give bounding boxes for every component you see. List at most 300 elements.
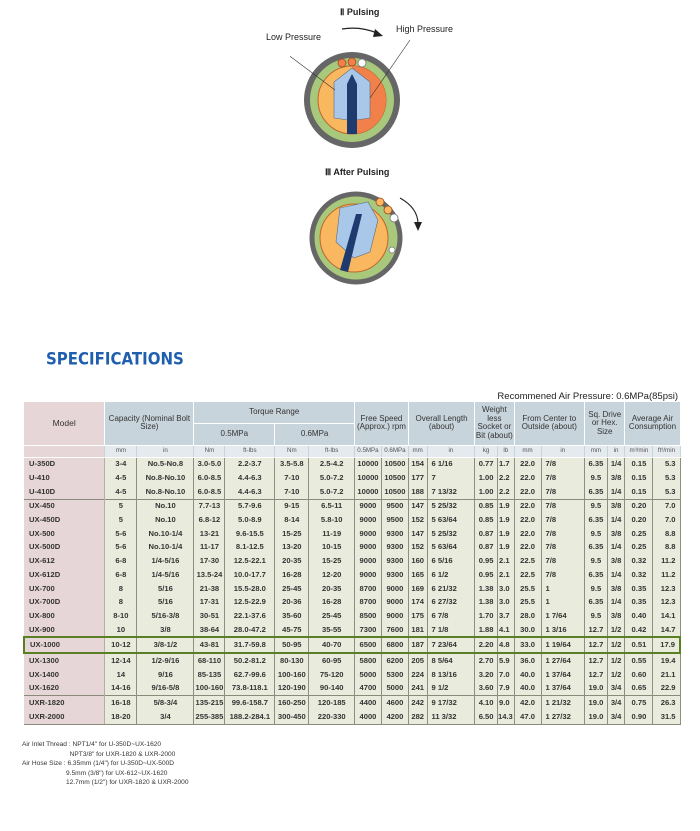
spec-cell: 3/8 xyxy=(607,609,625,623)
spec-cell: 5/16 xyxy=(137,595,194,609)
spec-cell: 12.3 xyxy=(653,582,680,596)
spec-cell: 188.2-284.1 xyxy=(225,710,275,724)
spec-cell: 21-38 xyxy=(194,582,225,596)
spec-cell: 1/4 xyxy=(607,568,625,582)
spec-cell: 30.0 xyxy=(514,623,541,638)
spec-cell: 1/2 xyxy=(607,653,625,668)
spec-cell: 9500 xyxy=(381,513,408,527)
spec-cell: 10500 xyxy=(381,471,408,485)
spec-cell: 9000 xyxy=(381,582,408,596)
spec-cell: 9000 xyxy=(355,541,382,555)
spec-cell: 11 3/32 xyxy=(427,710,475,724)
spec-cell: 5 xyxy=(105,499,137,513)
spec-cell: 10 xyxy=(105,623,137,638)
spec-cell: 14 xyxy=(105,668,137,682)
model-cell: UX-1000 xyxy=(24,637,105,653)
spec-cell: 8.1-12.5 xyxy=(225,541,275,555)
table-row xyxy=(24,513,680,527)
spec-cell: 9500 xyxy=(381,499,408,513)
spec-cell: 5-6 xyxy=(105,527,137,541)
spec-cell: 26.3 xyxy=(653,696,680,710)
spec-cell: 4.8 xyxy=(497,637,514,653)
spec-cell: 1/4 xyxy=(607,541,625,555)
spec-cell: 22.9 xyxy=(653,682,680,696)
spec-cell: 9000 xyxy=(355,568,382,582)
spec-cell: 5/8-3/4 xyxy=(137,696,194,710)
spec-cell: 1.38 xyxy=(475,582,498,596)
header-torque-06mpa: 0.6MPa xyxy=(275,423,355,445)
spec-cell: 3.5-5.8 xyxy=(275,457,309,471)
spec-cell: 7.0 xyxy=(497,668,514,682)
spec-cell: 6.0-8.5 xyxy=(194,471,225,485)
spec-cell: 28.0 xyxy=(514,609,541,623)
spec-cell: 0.65 xyxy=(625,682,653,696)
footnote-line: 12.7mm (1/2") for UXR-1820 & UXR-2000 xyxy=(22,779,189,787)
table-row xyxy=(24,485,680,499)
spec-cell: 6800 xyxy=(381,637,408,653)
spec-cell: No.10 xyxy=(137,499,194,513)
spec-cell: 40.0 xyxy=(514,682,541,696)
pulsing-title: Ⅱ Pulsing xyxy=(340,7,380,17)
spec-cell: 12.5-22.1 xyxy=(225,554,275,568)
spec-cell: 1.88 xyxy=(475,623,498,638)
spec-cell: 13-20 xyxy=(275,541,309,555)
spec-cell: 6.35 xyxy=(585,485,608,499)
spec-cell: 9/16-5/8 xyxy=(137,682,194,696)
spec-cell: 147 xyxy=(408,499,427,513)
spec-cell: 4400 xyxy=(355,696,382,710)
spec-cell: 10.0-17.7 xyxy=(225,568,275,582)
spec-cell: 1 37/64 xyxy=(541,682,585,696)
spec-cell: 175 xyxy=(408,609,427,623)
model-cell: UX-800 xyxy=(24,609,105,623)
header-model: Model xyxy=(24,402,105,445)
spec-cell: 22.0 xyxy=(514,541,541,555)
spec-cell: 6.35 xyxy=(585,513,608,527)
header-air-consumption: Average Air Consumption xyxy=(625,402,680,445)
spec-cell: 6.35 xyxy=(585,541,608,555)
spec-cell: 30-51 xyxy=(194,609,225,623)
table-row xyxy=(24,457,680,471)
spec-cell: 12-20 xyxy=(309,568,355,582)
spec-cell: 1.9 xyxy=(497,499,514,513)
spec-cell: 9300 xyxy=(381,541,408,555)
spec-cell: 19.0 xyxy=(585,710,608,724)
spec-cell: 19.4 xyxy=(653,653,680,668)
spec-cell: No.5-No.8 xyxy=(137,457,194,471)
spec-cell: 12.5-22.9 xyxy=(225,595,275,609)
spec-cell: No.10 xyxy=(137,513,194,527)
model-cell: UX-500D xyxy=(24,541,105,555)
spec-cell: 205 xyxy=(408,653,427,668)
table-row xyxy=(24,609,680,623)
spec-cell: 75-120 xyxy=(309,668,355,682)
spec-cell: 6500 xyxy=(355,637,382,653)
spec-cell: 1 7/64 xyxy=(541,609,585,623)
spec-cell: 2.5-4.2 xyxy=(309,457,355,471)
spec-cell: 3/4 xyxy=(607,710,625,724)
spec-cell: 3/8-1/2 xyxy=(137,637,194,653)
spec-cell: 5000 xyxy=(381,682,408,696)
spec-cell: 14.7 xyxy=(653,623,680,638)
specifications-heading: SPECIFICATIONS xyxy=(46,348,184,370)
spec-cell: 6-8 xyxy=(105,568,137,582)
spec-cell: 169 xyxy=(408,582,427,596)
spec-cell: 0.20 xyxy=(625,513,653,527)
spec-cell: 22.0 xyxy=(514,513,541,527)
spec-cell: 5.3 xyxy=(653,457,680,471)
spec-cell: 9.5 xyxy=(585,499,608,513)
after-pulsing-mechanism-illustration xyxy=(300,180,430,290)
model-cell: UX-500 xyxy=(24,527,105,541)
spec-cell: 11.2 xyxy=(653,554,680,568)
spec-cell: 21.1 xyxy=(653,668,680,682)
spec-cell: 0.15 xyxy=(625,471,653,485)
spec-cell: 22.0 xyxy=(514,457,541,471)
spec-cell: 1.9 xyxy=(497,541,514,555)
header-free-speed: Free Speed (Approx.) rpm xyxy=(355,402,409,445)
model-cell: UX-900 xyxy=(24,623,105,638)
spec-cell: 5 xyxy=(105,513,137,527)
spec-cell: 1/2 xyxy=(607,623,625,638)
spec-cell: 50.2-81.2 xyxy=(225,653,275,668)
footnote-line: Air Inlet Thread : NPT1/4" for U-350D~UX-1620 xyxy=(22,741,162,748)
table-row xyxy=(24,527,680,541)
unit-cell: in xyxy=(137,445,194,457)
spec-cell: 0.42 xyxy=(625,623,653,638)
spec-cell: 2.2-3.7 xyxy=(225,457,275,471)
table-row xyxy=(24,568,680,582)
spec-cell: 152 xyxy=(408,541,427,555)
spec-cell: 3.0-5.0 xyxy=(194,457,225,471)
model-cell: UX-612D xyxy=(24,568,105,582)
model-cell: UX-1620 xyxy=(24,682,105,696)
spec-cell: 6.0-8.5 xyxy=(194,485,225,499)
header-weight: Weight less Socket or Bit (about) xyxy=(475,402,514,445)
spec-cell: 165 xyxy=(408,568,427,582)
spec-cell: 9000 xyxy=(355,513,382,527)
spec-cell: 15-25 xyxy=(275,527,309,541)
spec-cell: 188 xyxy=(408,485,427,499)
spec-cell: 22.0 xyxy=(514,471,541,485)
spec-cell: 10-12 xyxy=(105,637,137,653)
spec-cell: 2.2 xyxy=(497,485,514,499)
spec-cell: 16-28 xyxy=(275,568,309,582)
spec-cell: 8 5/64 xyxy=(427,653,475,668)
spec-cell: 9.0 xyxy=(497,696,514,710)
header-torque-05mpa: 0.5MPa xyxy=(194,423,275,445)
spec-cell: 100-160 xyxy=(275,668,309,682)
table-row xyxy=(24,653,680,668)
spec-cell: 7 13/32 xyxy=(427,485,475,499)
spec-cell: 9 1/2 xyxy=(427,682,475,696)
spec-cell: 7.9 xyxy=(497,682,514,696)
spec-cell: 60-95 xyxy=(309,653,355,668)
footnotes xyxy=(22,740,189,788)
spec-cell: 9000 xyxy=(355,499,382,513)
spec-cell: 8 13/16 xyxy=(427,668,475,682)
model-cell: UX-450 xyxy=(24,499,105,513)
spec-cell: 12.7 xyxy=(585,623,608,638)
spec-cell: 38-64 xyxy=(194,623,225,638)
specifications-body xyxy=(24,457,680,724)
spec-cell: 8700 xyxy=(355,582,382,596)
spec-cell: 160-250 xyxy=(275,696,309,710)
header-capacity: Capacity (Nominal Bolt Size) xyxy=(105,402,194,445)
spec-cell: 25-45 xyxy=(309,609,355,623)
spec-cell: 15.5-28.0 xyxy=(225,582,275,596)
spec-cell: 8-10 xyxy=(105,609,137,623)
spec-cell: 90-140 xyxy=(309,682,355,696)
spec-cell: 5/16-3/8 xyxy=(137,609,194,623)
spec-cell: 160 xyxy=(408,554,427,568)
spec-cell: 5.0-7.2 xyxy=(309,485,355,499)
spec-cell: 45-75 xyxy=(275,623,309,638)
spec-cell: 62.7-99.6 xyxy=(225,668,275,682)
unit-cell: m³/min xyxy=(625,445,653,457)
unit-cell: in xyxy=(427,445,475,457)
spec-cell: 5.8-10 xyxy=(309,513,355,527)
spec-cell: 4600 xyxy=(381,696,408,710)
spec-cell: 1 xyxy=(541,582,585,596)
spec-cell: 3/4 xyxy=(137,710,194,724)
spec-cell: 7/8 xyxy=(541,554,585,568)
spec-cell: 7.0 xyxy=(653,513,680,527)
spec-cell: 3.7 xyxy=(497,609,514,623)
spec-cell: 0.40 xyxy=(625,609,653,623)
spec-cell: 1/4 xyxy=(607,457,625,471)
spec-cell: 8700 xyxy=(355,595,382,609)
spec-cell: 3.60 xyxy=(475,682,498,696)
spec-cell: 3/8 xyxy=(607,499,625,513)
model-cell: UX-700 xyxy=(24,582,105,596)
spec-cell: 0.87 xyxy=(475,527,498,541)
spec-cell: 28.0-47.2 xyxy=(225,623,275,638)
table-row xyxy=(24,554,680,568)
spec-cell: 7/8 xyxy=(541,485,585,499)
spec-cell: 10000 xyxy=(355,471,382,485)
spec-cell: 10500 xyxy=(381,457,408,471)
spec-cell: 6.35 xyxy=(585,568,608,582)
spec-cell: 6 7/8 xyxy=(427,609,475,623)
spec-cell: 0.15 xyxy=(625,485,653,499)
spec-cell: 20-35 xyxy=(309,582,355,596)
spec-cell: 9300 xyxy=(381,554,408,568)
table-row xyxy=(24,682,680,696)
after-pulsing-title: Ⅲ After Pulsing xyxy=(325,167,390,177)
rotation-arrow-icon xyxy=(342,28,377,33)
footnote-line: NPT3/8" for UXR-1820 & UXR-2000 xyxy=(22,750,176,758)
spec-cell: 5.0-8.9 xyxy=(225,513,275,527)
spec-cell: 1.00 xyxy=(475,485,498,499)
table-row xyxy=(24,710,680,724)
model-cell: UX-450D xyxy=(24,513,105,527)
spec-cell: 1 27/64 xyxy=(541,653,585,668)
spec-cell: 7-10 xyxy=(275,485,309,499)
model-cell: UX-612 xyxy=(24,554,105,568)
unit-cell: in xyxy=(541,445,585,457)
spec-cell: 6.8-12 xyxy=(194,513,225,527)
spec-cell: 177 xyxy=(408,471,427,485)
spec-cell: 2.1 xyxy=(497,554,514,568)
spec-cell: 13-21 xyxy=(194,527,225,541)
spec-cell: 9 17/32 xyxy=(427,696,475,710)
spec-cell: 5 25/32 xyxy=(427,527,475,541)
spec-cell: 6.35 xyxy=(585,595,608,609)
spec-cell: 181 xyxy=(408,623,427,638)
spec-cell: 10-15 xyxy=(309,541,355,555)
header-overall-length: Overall Length (about) xyxy=(408,402,474,445)
spec-cell: 11.2 xyxy=(653,568,680,582)
spec-cell: 7300 xyxy=(355,623,382,638)
spec-cell: 0.32 xyxy=(625,554,653,568)
unit-cell: mm xyxy=(105,445,137,457)
spec-cell: 7/8 xyxy=(541,499,585,513)
spec-cell: 35-60 xyxy=(275,609,309,623)
table-row xyxy=(24,637,680,653)
spec-cell: 22.1-37.6 xyxy=(225,609,275,623)
spec-cell: 40.0 xyxy=(514,668,541,682)
table-row xyxy=(24,668,680,682)
spec-cell: 0.15 xyxy=(625,457,653,471)
spec-cell: 33.0 xyxy=(514,637,541,653)
table-row xyxy=(24,696,680,710)
spec-cell: 120-185 xyxy=(309,696,355,710)
table-row xyxy=(24,623,680,638)
table-row xyxy=(24,595,680,609)
spec-cell: 10500 xyxy=(381,485,408,499)
spec-cell: 36.0 xyxy=(514,653,541,668)
spec-cell: 9/16 xyxy=(137,668,194,682)
spec-cell: 255-385 xyxy=(194,710,225,724)
spec-cell: 0.90 xyxy=(625,710,653,724)
spec-cell: 17.9 xyxy=(653,637,680,653)
spec-cell: 4200 xyxy=(381,710,408,724)
spec-cell: 1 3/16 xyxy=(541,623,585,638)
spec-cell: 25.5 xyxy=(514,595,541,609)
spec-cell: 5 63/64 xyxy=(427,513,475,527)
spec-cell: 10000 xyxy=(355,485,382,499)
spec-cell: 1/2 xyxy=(607,668,625,682)
header-center-outside: From Center to Outside (about) xyxy=(514,402,584,445)
spec-cell: 3.0 xyxy=(497,582,514,596)
spec-cell: 0.85 xyxy=(475,513,498,527)
spec-cell: 25-45 xyxy=(275,582,309,596)
recommended-pressure-note: Recommened Air Pressure: 0.6MPa(85psi) xyxy=(497,391,678,402)
spec-cell: 0.85 xyxy=(475,499,498,513)
spec-cell: 147 xyxy=(408,527,427,541)
spec-cell: 22.5 xyxy=(514,568,541,582)
spec-cell: 8.8 xyxy=(653,541,680,555)
spec-cell: 3/4 xyxy=(607,696,625,710)
spec-cell: 152 xyxy=(408,513,427,527)
spec-cell: 12.7 xyxy=(585,653,608,668)
spec-cell: 11-17 xyxy=(194,541,225,555)
unit-cell: Nm xyxy=(194,445,225,457)
spec-cell: 19.0 xyxy=(585,696,608,710)
spec-cell: 1 21/32 xyxy=(541,696,585,710)
spec-cell: 4700 xyxy=(355,682,382,696)
spec-cell: 0.32 xyxy=(625,568,653,582)
spec-cell: 1.38 xyxy=(475,595,498,609)
spec-cell: 22.0 xyxy=(514,485,541,499)
spec-cell: 5.7-9.6 xyxy=(225,499,275,513)
spec-cell: 0.95 xyxy=(475,568,498,582)
spec-cell: 187 xyxy=(408,637,427,653)
spec-cell: 42.0 xyxy=(514,696,541,710)
table-row xyxy=(24,471,680,485)
model-cell: UX-1400 xyxy=(24,668,105,682)
spec-cell: 85-135 xyxy=(194,668,225,682)
spec-cell: 12-14 xyxy=(105,653,137,668)
spec-cell: 5 25/32 xyxy=(427,499,475,513)
spec-cell: 3/4 xyxy=(607,682,625,696)
spec-cell: 1/2 xyxy=(607,637,625,653)
spec-cell: 8.8 xyxy=(653,527,680,541)
spec-cell: 4.10 xyxy=(475,696,498,710)
spec-cell: 3-4 xyxy=(105,457,137,471)
spec-cell: 5.3 xyxy=(653,485,680,499)
spec-cell: 5.0-7.2 xyxy=(309,471,355,485)
spec-cell: 6 27/32 xyxy=(427,595,475,609)
spec-cell: 3/8 xyxy=(137,623,194,638)
rotation-arrow-icon xyxy=(400,198,418,224)
spec-cell: 7 xyxy=(427,471,475,485)
spec-cell: 5000 xyxy=(355,668,382,682)
footnote-line: Air Hose Size : 6.35mm (1/4") for U-350D~UX-500D xyxy=(22,760,175,768)
unit-cell: in xyxy=(607,445,625,457)
spec-cell: 11-19 xyxy=(309,527,355,541)
table-row xyxy=(24,541,680,555)
spec-cell: 0.95 xyxy=(475,554,498,568)
spec-cell: 0.35 xyxy=(625,582,653,596)
spec-cell: 242 xyxy=(408,696,427,710)
unit-cell: mm xyxy=(514,445,541,457)
spec-cell: No.10-1/4 xyxy=(137,541,194,555)
spec-cell: 12.7 xyxy=(585,637,608,653)
spec-cell: 8500 xyxy=(355,609,382,623)
spec-cell: 5.9 xyxy=(497,653,514,668)
spec-cell: 241 xyxy=(408,682,427,696)
spec-cell: 100-160 xyxy=(194,682,225,696)
spec-cell: 7/8 xyxy=(541,471,585,485)
spec-cell: 6 1/2 xyxy=(427,568,475,582)
spec-cell: 4-5 xyxy=(105,485,137,499)
spec-cell: 7/8 xyxy=(541,527,585,541)
spec-cell: 9300 xyxy=(381,527,408,541)
spec-cell: 1.9 xyxy=(497,527,514,541)
unit-cell-blank xyxy=(24,445,105,457)
spec-cell: 16-28 xyxy=(309,595,355,609)
spec-cell: 5800 xyxy=(355,653,382,668)
spec-cell: 14-16 xyxy=(105,682,137,696)
spec-cell: 20-36 xyxy=(275,595,309,609)
spec-cell: 7.7-13 xyxy=(194,499,225,513)
spec-cell: 17-31 xyxy=(194,595,225,609)
spec-cell: 2.70 xyxy=(475,653,498,668)
unit-cell: kg xyxy=(475,445,498,457)
spec-cell: 7/8 xyxy=(541,513,585,527)
spec-cell: 3.0 xyxy=(497,595,514,609)
spec-cell: 50-95 xyxy=(275,637,309,653)
spec-cell: 9.5 xyxy=(585,609,608,623)
spec-cell: 1/4-5/16 xyxy=(137,568,194,582)
spec-cell: 300-450 xyxy=(275,710,309,724)
spec-cell: 3/8 xyxy=(607,527,625,541)
spec-cell: 22.5 xyxy=(514,554,541,568)
spec-cell: 1.7 xyxy=(497,457,514,471)
spec-cell: 0.51 xyxy=(625,637,653,653)
